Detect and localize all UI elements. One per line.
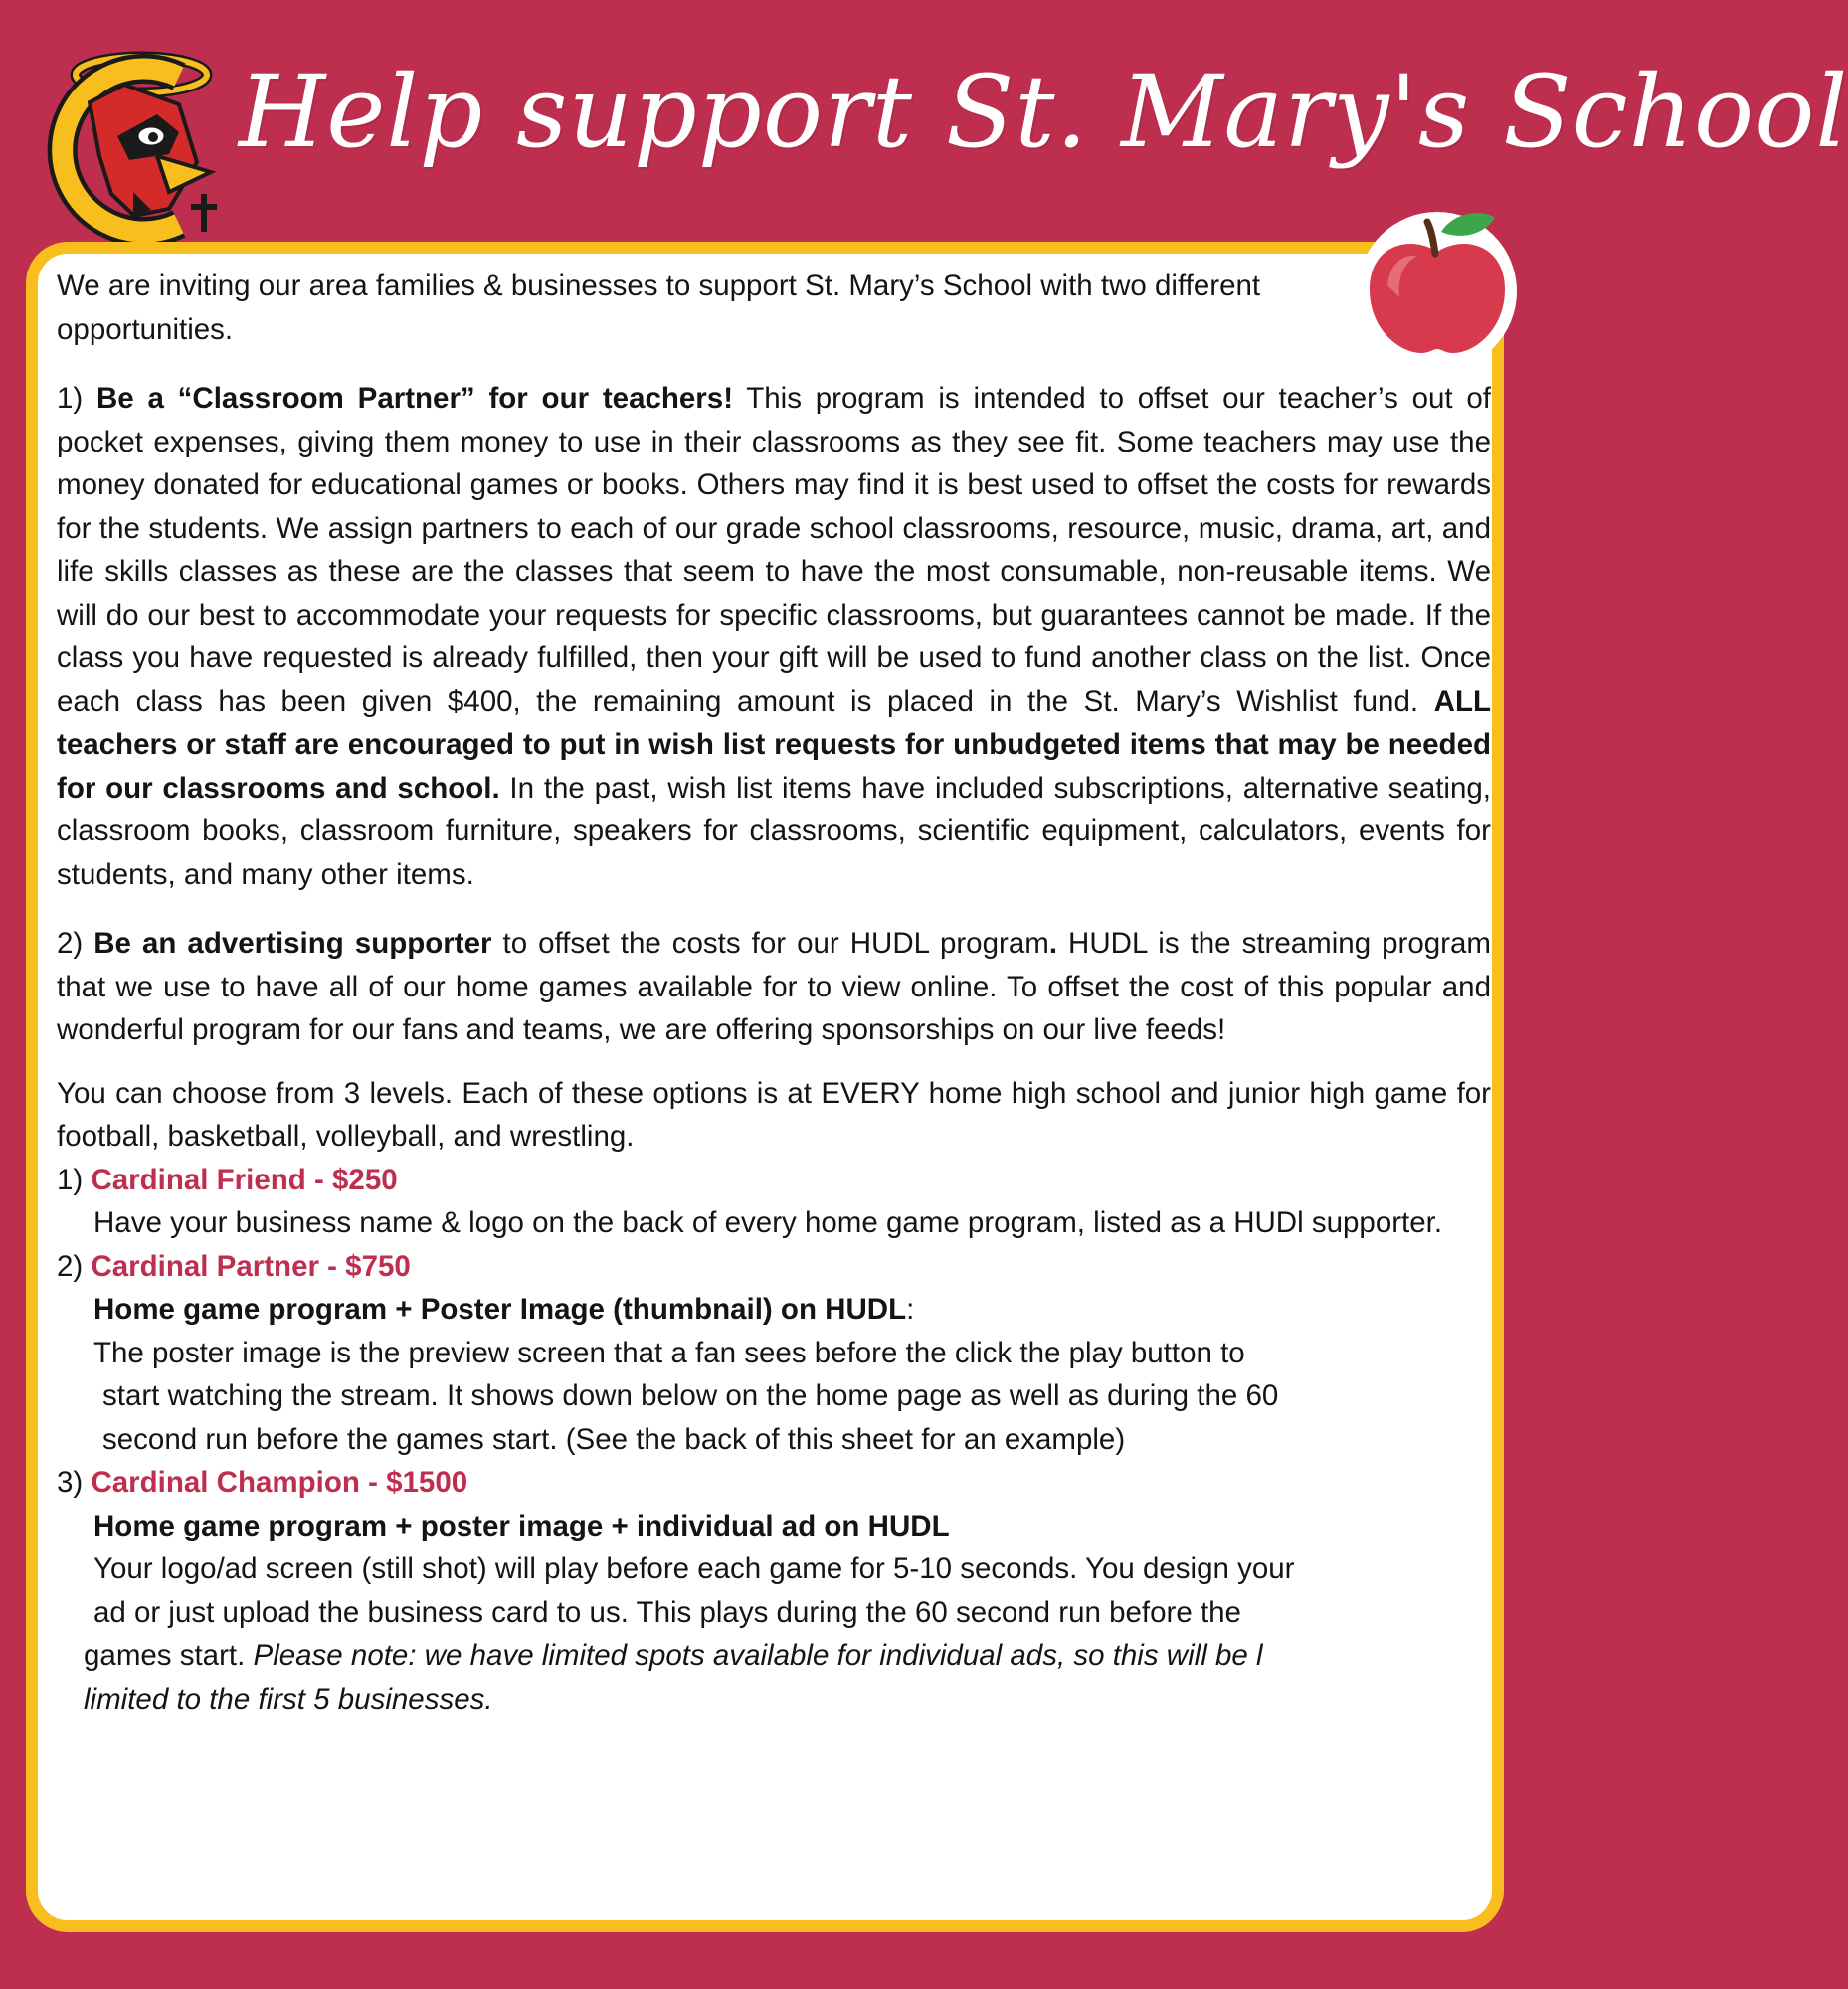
level-item xyxy=(57,1461,1491,1720)
main-content xyxy=(57,265,1491,1720)
advertising-supporter-body-2: HUDL is the streaming program that we use to have all of our home games available for to view online. To offset the cost of this popular and wonderful program for our fans and teams, we are offering sponsorships on our live feeds! xyxy=(57,927,1491,1046)
classroom-partner-section xyxy=(57,377,1491,896)
level-description-line: ad or just upload the business card to us. This plays during the 60 second run before the xyxy=(93,1595,1241,1629)
level-description-line: second run before the games start. (See the back of this sheet for an example) xyxy=(102,1422,1126,1456)
level-name: Cardinal Partner - $750 xyxy=(91,1249,411,1283)
level-description-line: Your logo/ad screen (still shot) will play before each game for 5-10 seconds. You design your xyxy=(93,1552,1295,1585)
level-subheading: Home game program + Poster Image (thumbnail) on HUDL xyxy=(93,1293,907,1326)
level-description: Have your business name & logo on the back of every home game program, listed as a HUDl supporter. xyxy=(93,1206,1443,1239)
level-subheading: Home game program + poster image + individual ad on HUDL xyxy=(93,1509,950,1542)
wishlist-emphasis: ALL teachers or staff are encouraged to put in wish list requests for unbudgeted items that may be needed for our classrooms and school. xyxy=(57,684,1491,805)
limited-spots-note: Please note: we have limited spots available for individual ads, so this will be l xyxy=(253,1639,1263,1672)
level-description-line: games start. xyxy=(84,1639,254,1672)
advertising-supporter-body: to offset the costs for our HUDL program xyxy=(491,927,1049,960)
section-number: 1) xyxy=(57,382,96,415)
limited-spots-note-2: limited to the first 5 businesses. xyxy=(84,1682,493,1716)
level-number: 1) xyxy=(57,1163,92,1196)
advertising-supporter-section: 2) Be an advertising supporter to offset the costs for our HUDL program. HUDL is the streaming program that we use to have all of our home games available for to view online. To offset the cost of this popular and wonderful program for our fans and teams, we are offering sponsorships on our live feeds! xyxy=(57,927,1491,1046)
level-item: 2) Cardinal Partner - $750 Home game program + Poster Image (thumbnail) on HUDL: The poster image is the preview screen that a fan sees before the click the play button to start watching the stream. It shows down below on the home page as well as during the 60 second run before the games start. (See the back of this sheet for an example) xyxy=(57,1245,1491,1462)
classroom-partner-body: This program is intended to offset our teacher’s out of pocket expenses, giving them money to use in their classrooms as they see fit. Some teachers may use the money donated for educational games or books. Others may find it is best used to offset the costs for rewards for the students. We assign partners to each of our grade school classrooms, resource, music, drama, art, and life skills classes as these are the classes that seem to have the most consumable, non-reusable items. We will do our best to accommodate your requests for specific classrooms, but guarantees cannot be made. If the class you have requested is already fulfilled, then your gift will be used to fund another class on the list. Once each class has been given $400, the remaining amount is placed in the St. Mary’s Wishlist fund. xyxy=(57,382,1491,718)
classroom-partner-heading: Be a “Classroom Partner” for our teachers! xyxy=(96,382,734,415)
advertising-supporter-heading: Be an advertising supporter xyxy=(93,927,492,960)
level-name: Cardinal Champion - $1500 xyxy=(91,1466,468,1499)
section-number: 2) xyxy=(57,927,94,960)
level-name: Cardinal Friend - $250 xyxy=(91,1163,398,1196)
level-description-line: The poster image is the preview screen that a fan sees before the click the play button to xyxy=(93,1336,1245,1369)
page-title: Help support St. Mary's School xyxy=(239,54,1848,170)
levels-intro: You can choose from 3 levels. Each of these options is at EVERY home high school and junior high game for football, basketball, volleyball, and wrestling. xyxy=(57,1076,1491,1153)
intro-paragraph: We are inviting our area families & businesses to support St. Mary’s School with two different opportunities. xyxy=(57,270,1261,346)
cardinal-mascot-logo xyxy=(30,45,229,244)
level-number: 2) xyxy=(57,1249,92,1283)
classroom-partner-body-2: In the past, wish list items have included subscriptions, alternative seating, classroom books, classroom furniture, speakers for classrooms, scientific equipment, calculators, events for students, and many other items. xyxy=(57,771,1491,891)
level-item xyxy=(57,1159,1491,1245)
level-description-line: start watching the stream. It shows down below on the home page as well as during the 60 xyxy=(102,1379,1279,1412)
level-number: 3) xyxy=(57,1466,92,1499)
